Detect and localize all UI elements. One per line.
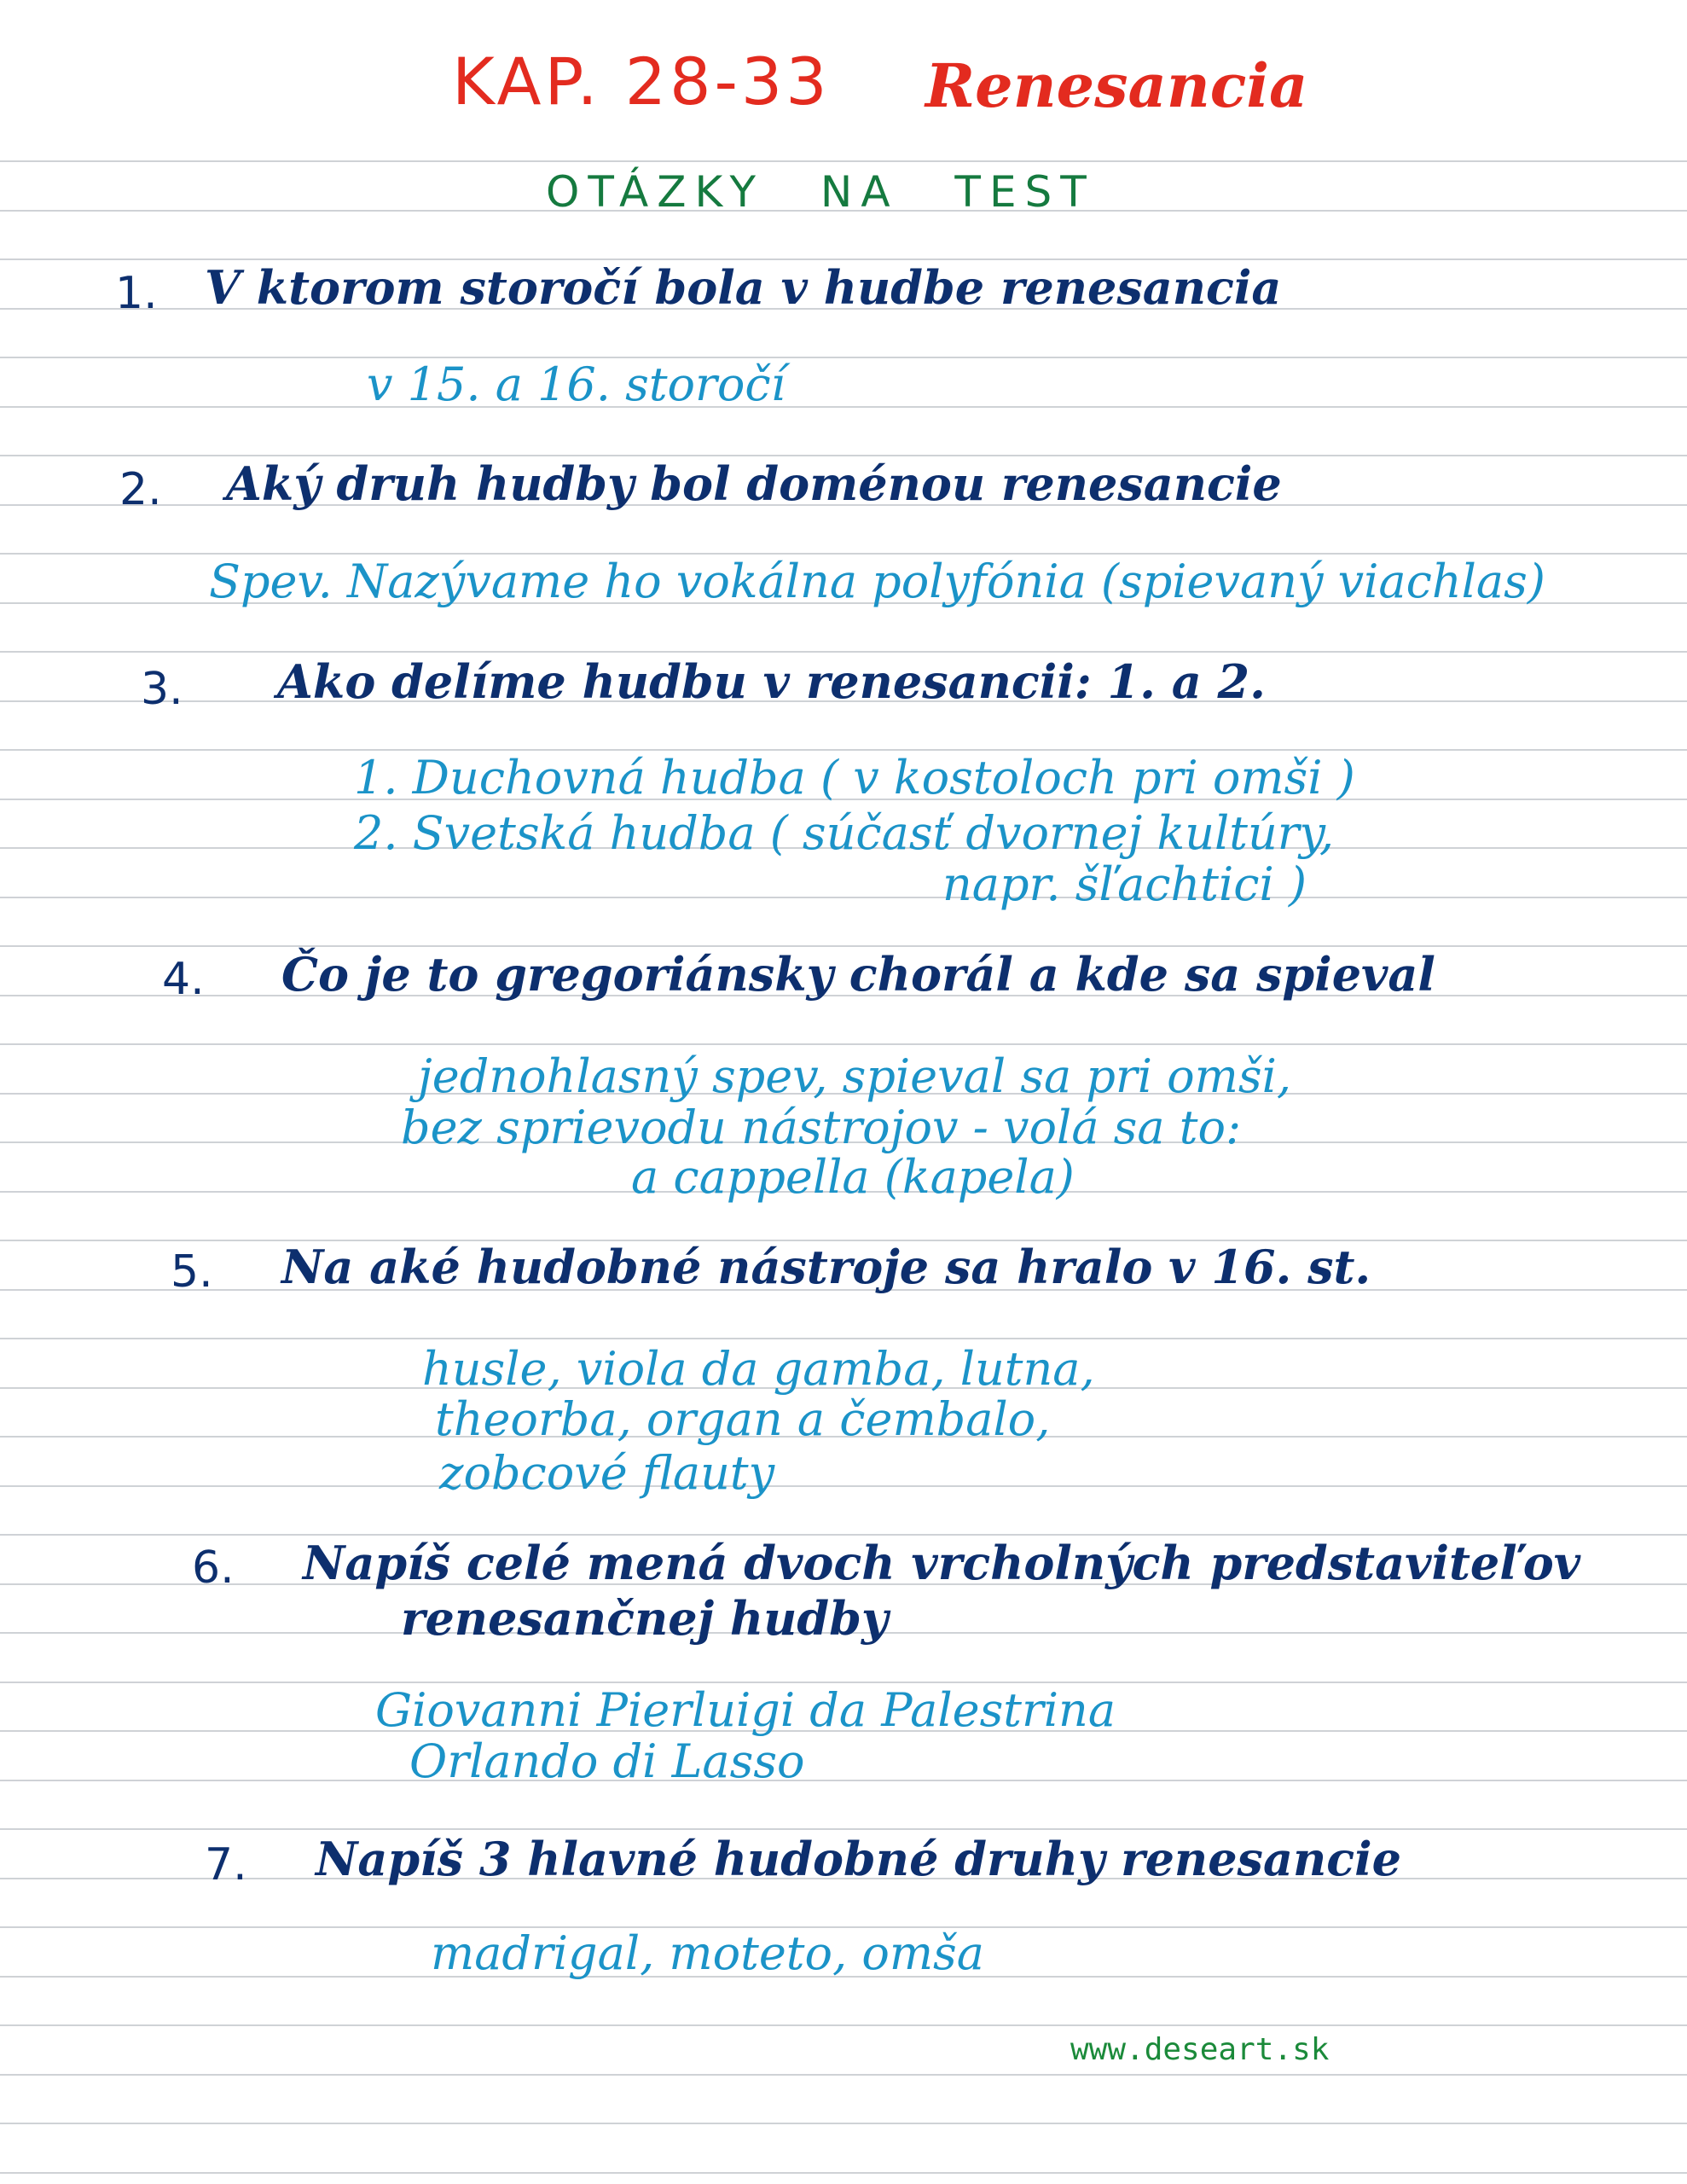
question-number: 1.	[115, 268, 158, 319]
ruled-line	[0, 1043, 1687, 1045]
ruled-line	[0, 651, 1687, 653]
ruled-line	[0, 1338, 1687, 1339]
question-text: Napíš 3 hlavné hudobné druhy renesancie	[316, 1832, 1401, 1886]
question-number: 2.	[119, 464, 162, 515]
question-number: 3.	[141, 664, 183, 715]
chapter-heading: KAP. 28-33	[452, 44, 831, 119]
ruled-line	[0, 406, 1687, 408]
topic-heading: Renesancia	[925, 50, 1308, 121]
question-number: 5.	[171, 1246, 213, 1298]
question-number: 6.	[192, 1542, 235, 1594]
question-text: V ktorom storočí bola v hudbe renesancia	[205, 260, 1282, 315]
answer-text: Giovanni Pierluigi da Palestrina	[375, 1683, 1116, 1737]
answer-text: bez sprievodu nástrojov - volá sa to:	[401, 1101, 1242, 1154]
ruled-line	[0, 1780, 1687, 1781]
question-text: Ako delíme hudbu v renesancii: 1. a 2.	[277, 654, 1266, 709]
answer-text: Orlando di Lasso	[409, 1734, 805, 1788]
answer-text: napr. šľachtici )	[942, 857, 1307, 911]
answer-text: 2. Svetská hudba ( súčasť dvornej kultúry,	[354, 806, 1335, 860]
question-text: Čo je to gregoriánsky chorál a kde sa spieval	[281, 947, 1435, 1002]
website-link[interactable]: www.deseart.sk	[1070, 2032, 1330, 2067]
question-text: Aký druh hudby bol doménou renesancie	[226, 456, 1282, 511]
answer-text: jednohlasný spev, spieval sa pri omši,	[418, 1049, 1292, 1103]
ruled-line	[0, 1485, 1687, 1487]
question-text: Na aké hudobné nástroje sa hralo v 16. st.	[281, 1240, 1371, 1294]
ruled-line	[0, 1828, 1687, 1830]
answer-text: theorba, organ a čembalo,	[435, 1392, 1051, 1446]
ruled-line	[0, 2172, 1687, 2174]
answer-text: 1. Duchovná hudba ( v kostoloch pri omši )	[354, 751, 1355, 804]
ruled-line	[0, 160, 1687, 162]
ruled-line	[0, 357, 1687, 358]
answer-text: a cappella (kapela)	[631, 1150, 1075, 1204]
ruled-line	[0, 2123, 1687, 2124]
ruled-line	[0, 897, 1687, 898]
ruled-line	[0, 2074, 1687, 2076]
ruled-line	[0, 2024, 1687, 2026]
answer-text: zobcové flauty	[439, 1446, 775, 1500]
answer-text: madrigal, moteto, omša	[431, 1926, 984, 1980]
subtitle: OTÁZKY NA TEST	[546, 167, 1095, 217]
answer-text: v 15. a 16. storočí	[367, 357, 786, 411]
question-number: 4.	[162, 954, 205, 1005]
question-text-continued: renesančnej hudby	[401, 1591, 889, 1646]
answer-text: Spev. Nazývame ho vokálna polyfónia (spievaný viachlas)	[209, 555, 1545, 608]
question-text: Napíš celé mená dvoch vrcholných predstaviteľov	[303, 1536, 1581, 1590]
question-number: 7.	[205, 1839, 247, 1891]
answer-text: husle, viola da gamba, lutna,	[422, 1342, 1095, 1396]
